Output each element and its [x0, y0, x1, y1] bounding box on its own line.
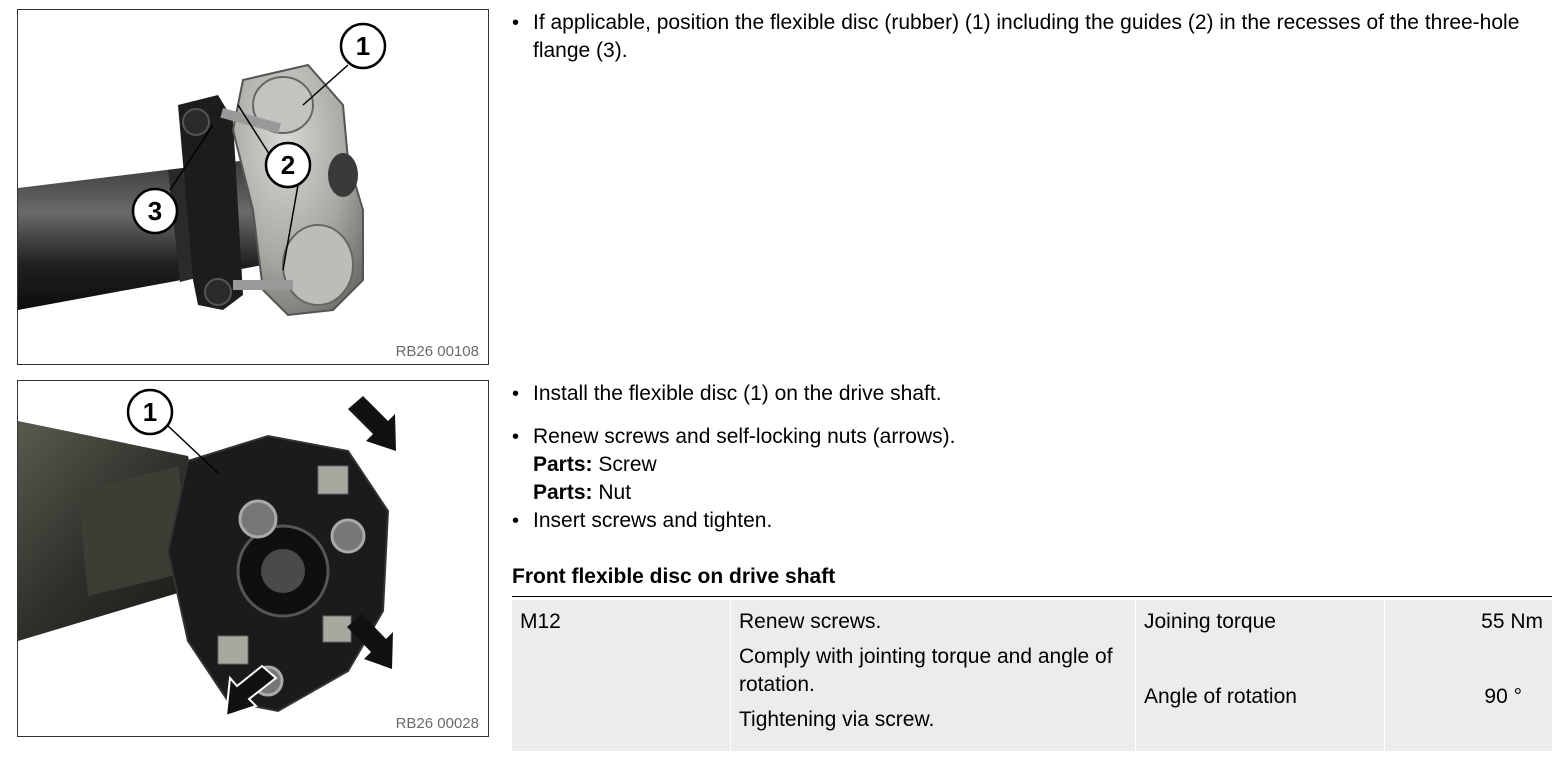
spec-title: Front flexible disc on drive shaft	[512, 565, 836, 588]
step-install-disc: • Install the flexible disc (1) on the drive shaft.	[512, 380, 1553, 408]
callout-1	[341, 24, 385, 68]
part-screw: Parts: Screw	[533, 453, 657, 476]
part-nut: Parts: Nut	[533, 481, 632, 504]
torque-value: 55 Nm	[1481, 610, 1543, 633]
instruction-block-1	[512, 9, 1553, 65]
spec-table	[512, 600, 1552, 751]
callout-2	[266, 143, 310, 187]
step-position-flexible-disc: • If applicable, position the flexible disc (rubber) (1) including the guides (2) in the recesses of the three-hole flange (3).	[512, 9, 1553, 65]
spec-note: Renew screws.	[739, 610, 882, 633]
callout-layer	[18, 381, 488, 736]
parts-list	[512, 451, 1553, 507]
svg-text:3: 3	[147, 196, 163, 226]
callout-3	[133, 189, 177, 233]
svg-text:1: 1	[355, 31, 371, 61]
spec-note: Tightening via screw.	[739, 708, 935, 731]
callout-layer	[18, 10, 488, 364]
spec-thread: M12	[520, 610, 561, 633]
callout-1	[128, 390, 172, 434]
spec-labels-cell	[1135, 600, 1384, 751]
torque-label: Joining torque	[1144, 610, 1276, 633]
figure-flexible-disc-install	[17, 380, 489, 737]
spec-values-cell	[1384, 600, 1552, 751]
angle-label: Angle of rotation	[1144, 685, 1297, 708]
spec-note: Comply with jointing torque and angle of rotation.	[739, 645, 1113, 696]
step-renew-screws: • Renew screws and self-locking nuts (arrows).	[512, 423, 1553, 451]
figure-id-label: RB26 00028	[395, 715, 479, 732]
figure-id-label: RB26 00108	[395, 343, 479, 360]
angle-value: 90 °	[1484, 685, 1522, 708]
svg-text:2: 2	[280, 150, 296, 180]
spec-thread-cell	[512, 600, 730, 751]
spec-notes-cell	[730, 600, 1135, 751]
step-insert-screws: • Insert screws and tighten.	[512, 507, 1553, 535]
instruction-block-2	[512, 380, 1553, 535]
figure-flexible-disc-guides	[17, 9, 489, 365]
svg-text:1: 1	[142, 397, 158, 427]
spec-divider	[512, 596, 1552, 597]
